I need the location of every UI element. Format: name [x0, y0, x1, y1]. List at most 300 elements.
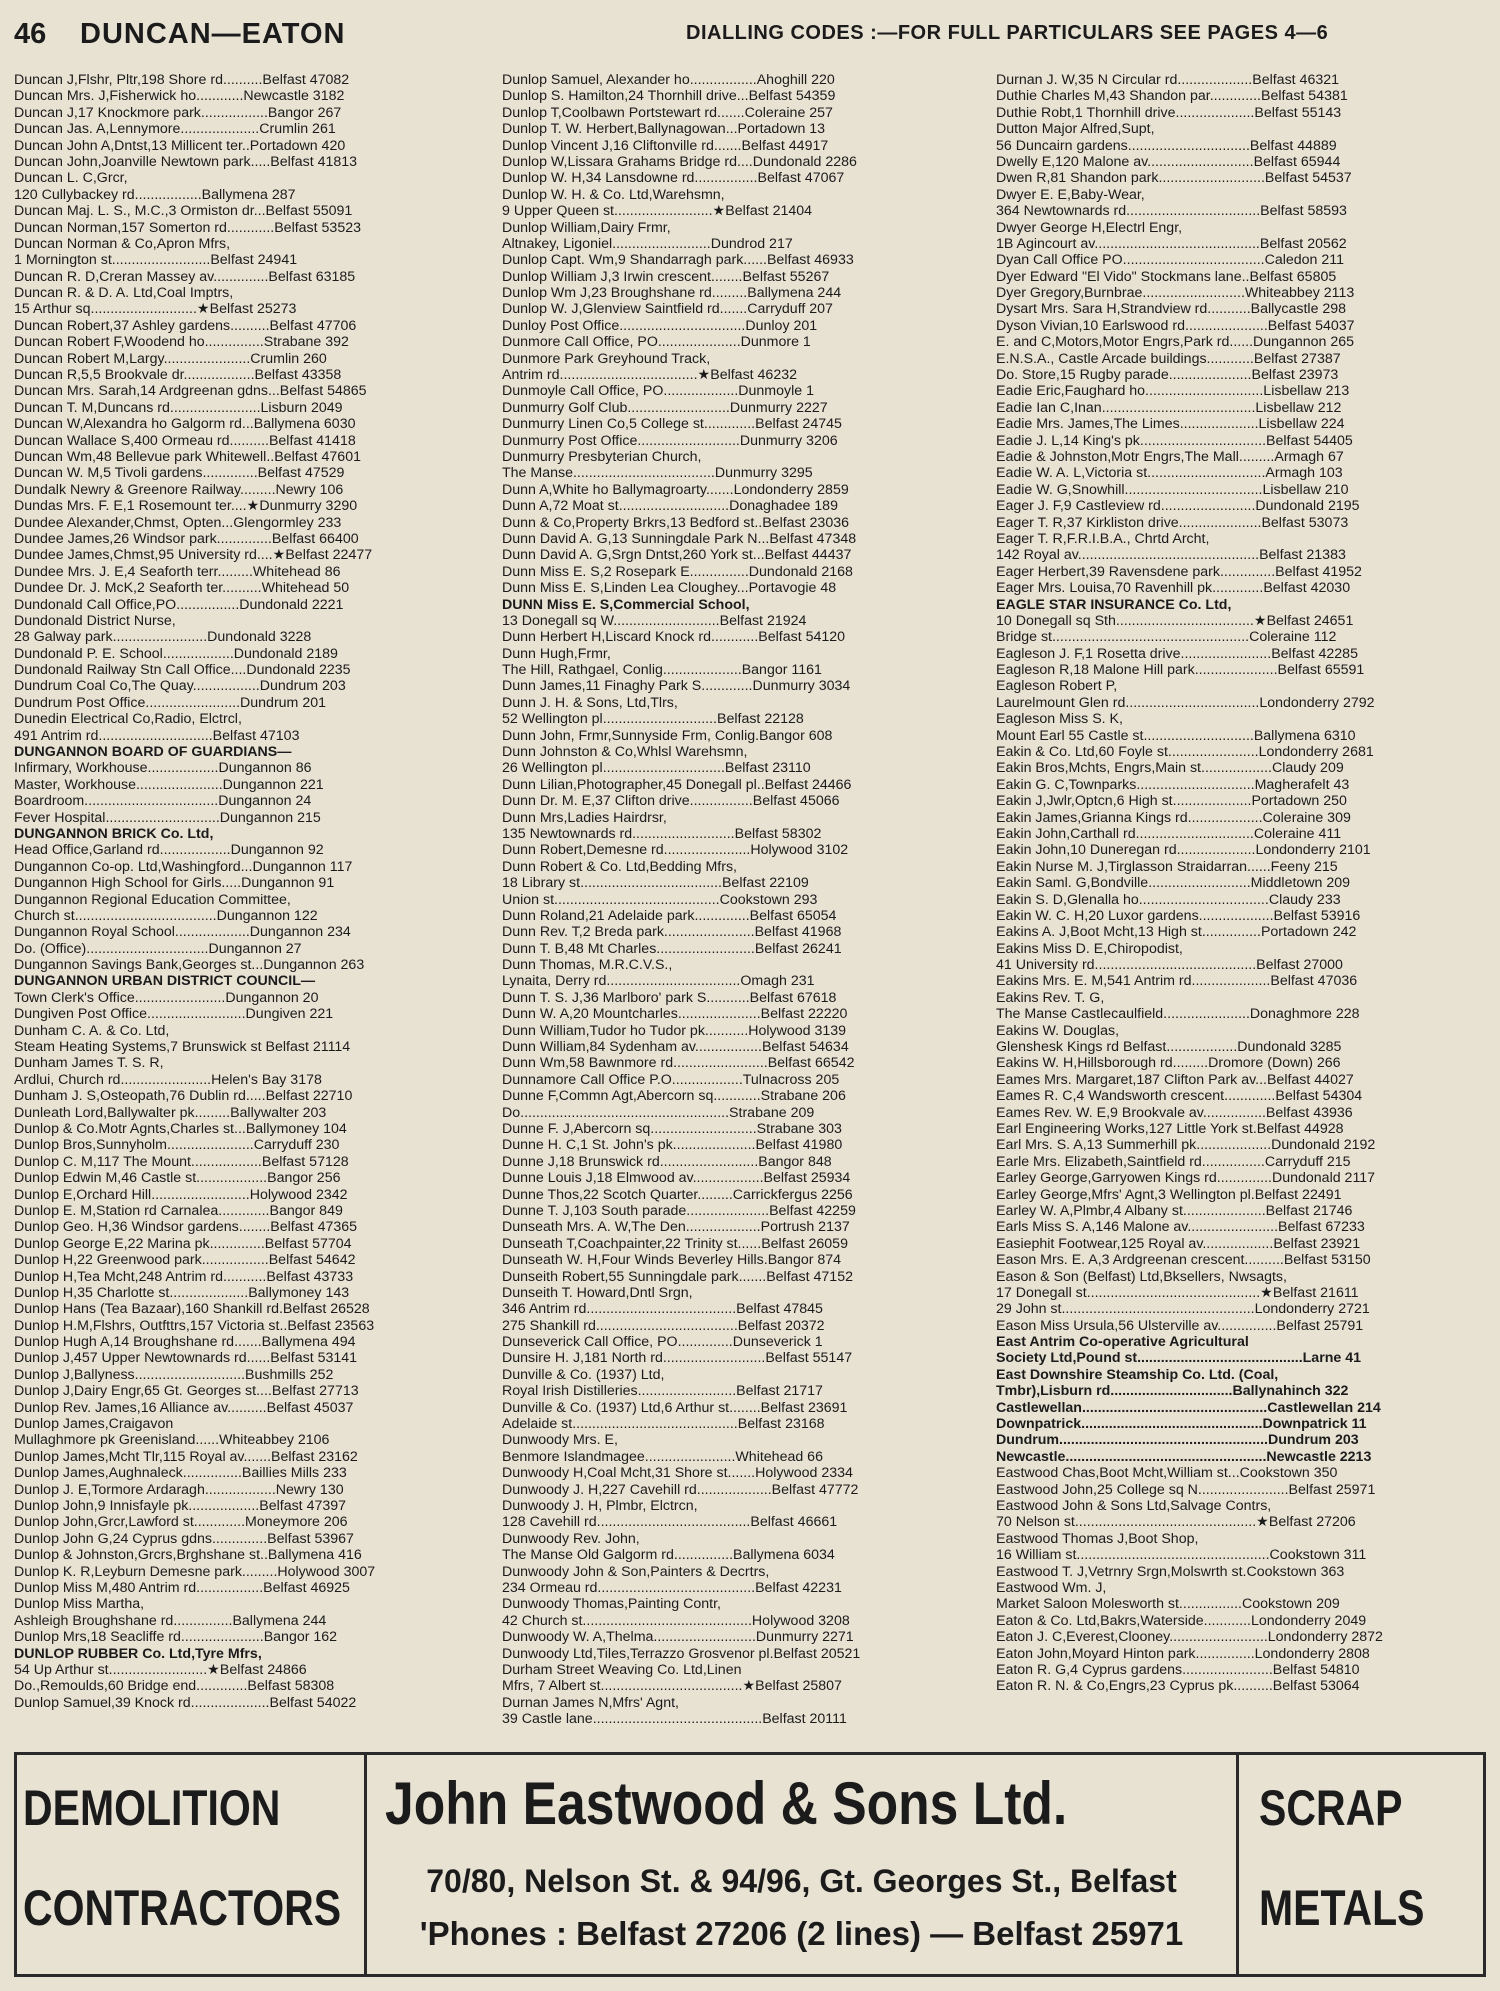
- listing-entry: Duncan Mrs. J,Fisherwick ho............Newcastle 3182: [14, 88, 345, 105]
- listing-entry: Dunlop Mrs,18 Seacliffe rd.....................Bangor 162: [14, 1629, 338, 1646]
- listing-entry: Duthie Robt,1 Thornhill drive....................Belfast 55143: [996, 104, 1342, 121]
- listing-entry: Boardroom..................................Dungannon 24: [14, 793, 312, 810]
- listing-entry: Dunmoyle Call Office, PO...................Dunmoyle 1: [502, 383, 814, 400]
- listing-entry: Dundee Dr. J. McK,2 Seaforth ter..........Whitehead 50: [14, 580, 350, 597]
- listing-entry: Dunn Thomas, M.R.C.V.S.,: [502, 957, 673, 974]
- listing-entry: Dundee Mrs. J. E,4 Seaforth terr.........Whitehead 86: [14, 563, 341, 580]
- listing-entry: Dunwoody J. H, Plmbr, Elctrcn,: [502, 1497, 698, 1514]
- listing-entry: Dunn Lilian,Photographer,45 Donegall pl..Belfast 24466: [502, 776, 852, 793]
- listing-entry: Eadie W. A. L,Victoria st..............................Armagh 103: [996, 465, 1343, 482]
- listing-entry: Dwelly E,120 Malone av...........................Belfast 65944: [996, 153, 1341, 170]
- listing-entry: Dunn Roland,21 Adelaide park..............Belfast 65054: [502, 907, 837, 924]
- listing-entry: Eaton J. C,Everest,Clooney.........................Londonderry 2872: [996, 1629, 1383, 1646]
- listing-entry: 70 Nelson st..............................................★Belfast 27206: [996, 1514, 1356, 1531]
- listing-entry: Dunlop T,Coolbawn Portstewart rd.......Coleraine 257: [502, 104, 833, 121]
- listing-entry: Altnakey, Ligoniel.........................Dundrod 217: [502, 235, 793, 252]
- listing-entry: Duncan Wallace S,400 Ormeau rd..........Belfast 41418: [14, 432, 356, 449]
- listing-entry: Dunmore Park Greyhound Track,: [502, 350, 711, 367]
- listing-entry: Dunlop S. Hamilton,24 Thornhill drive...Belfast 54359: [502, 88, 836, 105]
- listing-entry: 16 William st.................................................Cookstown 311: [996, 1547, 1367, 1564]
- listing-entry: 120 Cullybackey rd.................Ballymena 287: [14, 186, 296, 203]
- listing-entry: Dunwoody J. H,227 Cavehill rd...................Belfast 47772: [502, 1481, 859, 1498]
- listing-entry: Dwyer George H,Electrl Engr,: [996, 219, 1183, 236]
- listing-entry: Dunedin Electrical Co,Radio, Elctrcl,: [14, 711, 242, 728]
- listing-entry: Duncan Wm,48 Bellevue park Whitewell..Belfast 47601: [14, 448, 361, 465]
- listing-entry: 491 Antrim rd.............................Belfast 47103: [14, 727, 300, 744]
- listing-entry: Earley George,Garryowen Kings rd..............Dundonald 2117: [996, 1170, 1376, 1187]
- listing-entry: Dunlop C. M,117 The Mount..................Belfast 57128: [14, 1153, 349, 1170]
- listing-entry: Eakin Bros,Mchts, Engrs,Main st..................Claudy 209: [996, 760, 1344, 777]
- listing-entry: Eakin James,Grianna Kings rd...................Coleraine 309: [996, 809, 1351, 826]
- listing-entry: The Manse Old Galgorm rd...............Ballymena 6034: [502, 1547, 835, 1564]
- listing-entry: Eakins W. Douglas,: [996, 1022, 1120, 1039]
- listing-entry: Dungannon Regional Education Committee,: [14, 891, 291, 908]
- page-header: [14, 14, 1480, 62]
- listing-entry: Dunlop Edwin M,46 Castle st..................Bangor 256: [14, 1170, 341, 1187]
- advert-scrap: SCRAP: [1259, 1780, 1403, 1836]
- listing-entry: Dunlop E,Orchard Hill.........................Holywood 2342: [14, 1186, 348, 1203]
- listing-entry: Dunn A,White ho Ballymagroarty.......Londonderry 2859: [502, 481, 849, 498]
- listing-entry: Mount Earl 55 Castle st............................Ballymena 6310: [996, 727, 1356, 744]
- listing-entry: Dunseath W. H,Four Winds Beverley Hills.Bangor 874: [502, 1252, 842, 1269]
- listing-entry: 17 Donegall st............................................★Belfast 21611: [996, 1284, 1359, 1301]
- listing-entry: Town Clerk's Office.......................Dungannon 20: [14, 989, 319, 1006]
- listing-entry: Dundrum.....................................................Dundrum 203: [996, 1432, 1359, 1449]
- listing-entry: 41 University rd.........................................Belfast 27000: [996, 957, 1343, 974]
- listing-entry: 1 Mornington st.........................Belfast 24941: [14, 252, 298, 269]
- listing-entry: Dunlop & Johnston,Grcrs,Brghshane st..Ballymena 416: [14, 1547, 362, 1564]
- listing-entry: Duncan T. M,Duncans rd.......................Lisburn 2049: [14, 399, 343, 416]
- listing-entry: Duncan Jas. A,Lennymore....................Crumlin 261: [14, 121, 336, 138]
- listing-entry: Newcastle...................................................Newcastle 2213: [996, 1448, 1372, 1465]
- listing-entry: Eagleson Miss S. K,: [996, 711, 1123, 728]
- listing-entry: Dunn W. A,20 Mountcharles.....................Belfast 22220: [502, 1006, 848, 1023]
- listing-entry: Duncan Norman & Co,Apron Mfrs,: [14, 235, 231, 252]
- listing-entry: 15 Arthur sq...........................★Belfast 25273: [14, 301, 297, 318]
- listing-entry: Dyson Vivian,10 Earlswood rd.....................Belfast 54037: [996, 317, 1355, 334]
- listing-entry: Dunwoody John & Son,Painters & Decrtrs,: [502, 1563, 770, 1580]
- listing-entry: Dundrum Coal Co,The Quay.................Dundrum 203: [14, 678, 346, 695]
- listing-entry: Dunn Johnston & Co,Whlsl Warehsmn,: [502, 744, 748, 761]
- listing-entry: Dysart Mrs. Sara H,Strandview rd...........Ballycastle 298: [996, 301, 1347, 318]
- listing-entry: Dungannon Co-op. Ltd,Washingford...Dungannon 117: [14, 858, 353, 875]
- listing-entry: Dyan Call Office PO....................................Caledon 211: [996, 252, 1344, 269]
- listing-entry: Dunne F,Commn Agt,Abercorn sq............Strabane 206: [502, 1088, 846, 1105]
- listing-entry: Dunlop Bros,Sunnyholm......................Carryduff 230: [14, 1137, 340, 1154]
- listing-entry: Dunlop James,Mcht Tlr,115 Royal av.......Belfast 23162: [14, 1448, 358, 1465]
- listing-entry: Dunlop Miss Martha,: [14, 1596, 145, 1613]
- advert-metals: METALS: [1259, 1880, 1425, 1936]
- listing-entry: Head Office,Garland rd..................Dungannon 92: [14, 842, 324, 859]
- listing-entry: Dunseath T,Coachpainter,22 Trinity st......Belfast 26059: [502, 1235, 848, 1252]
- listing-entry: Dunn Robert & Co. Ltd,Bedding Mfrs,: [502, 858, 738, 875]
- listing-entry: Eakins Mrs. E. M,541 Antrim rd....................Belfast 47036: [996, 973, 1358, 990]
- listing-entry: Earley W. A,Plmbr,4 Albany st.....................Belfast 21746: [996, 1202, 1353, 1219]
- listing-entry: Eadie W. G,Snowhill...................................Lisbellaw 210: [996, 481, 1349, 498]
- listing-entry: Do.....................................................Strabane 209: [502, 1104, 815, 1121]
- listing-entry: Duncan Maj. L. S., M.C.,3 Ormiston dr...Belfast 55091: [14, 203, 353, 220]
- listing-entry: Dunham James T. S. R,: [14, 1055, 164, 1072]
- listing-entry: Eastwood Wm. J,: [996, 1579, 1107, 1596]
- listing-entry: Duncan Robert F,Woodend ho...............Strabane 392: [14, 334, 349, 351]
- listing-entry: Dunne F. J,Abercorn sq...........................Strabane 303: [502, 1121, 842, 1137]
- listing-entry: Dundonald Railway Stn Call Office....Dundonald 2235: [14, 662, 351, 679]
- advert-phones: 'Phones : Belfast 27206 (2 lines) — Belfast 25971: [419, 1915, 1184, 1952]
- listing-entry: Dunlop H,Tea Mcht,248 Antrim rd...........Belfast 43733: [14, 1268, 354, 1285]
- listing-entry: Dunlop W. H. & Co. Ltd,Warehsmn,: [502, 186, 725, 203]
- listing-entry: Glenshesk Kings rd Belfast..................Dundonald 3285: [996, 1039, 1342, 1056]
- listing-entry: The Manse Castlecaulfield......................Donaghmore 228: [996, 1006, 1360, 1023]
- listing-entry: Dunn Miss E. S,2 Rosepark E...............Dundonald 2168: [502, 563, 853, 580]
- listing-entry: Eakins Rev. T. G,: [996, 989, 1105, 1006]
- listing-entry: Duncan R. D,Creran Massey av..............Belfast 63185: [14, 268, 356, 285]
- listing-entry: Dunham C. A. & Co. Ltd,: [14, 1022, 170, 1039]
- listing-entry: Dungannon Royal School...................Dungannon 234: [14, 924, 351, 941]
- listing-entry: Durnan James N,Mfrs' Agnt,: [502, 1694, 679, 1711]
- listing-entry: The Hill, Rathgael, Conlig....................Bangor 1161: [502, 662, 822, 679]
- listing-entry: 346 Antrim rd......................................Belfast 47845: [502, 1301, 823, 1318]
- listing-entry: Duncan Norman,157 Somerton rd............Belfast 53523: [14, 219, 361, 236]
- listing-entry: Durnan J. W,35 N Circular rd...................Belfast 46321: [996, 72, 1340, 88]
- listing-entry: DUNN Miss E. S,Commercial School,: [502, 596, 750, 613]
- listing-entry: Dunlop Samuel,39 Knock rd....................Belfast 54022: [14, 1694, 357, 1711]
- listing-entry: Dunville & Co. (1937) Ltd,: [502, 1366, 665, 1383]
- listing-entry: 128 Cavehill rd.......................................Belfast 46661: [502, 1514, 838, 1531]
- listing-entry: Dunnamore Call Office P.O..................Tulnacross 205: [502, 1071, 840, 1088]
- listing-entry: Dunlop John,Grcr,Lawford st.............Moneymore 206: [14, 1514, 348, 1531]
- listing-entry: Eastwood John,25 College sq N.......................Belfast 25971: [996, 1481, 1376, 1498]
- listing-entry: Dunseith T. Howard,Dntl Srgn,: [502, 1284, 693, 1301]
- listing-entry: Dunn & Co,Property Brkrs,13 Bedford st..Belfast 23036: [502, 514, 849, 531]
- listing-entry: Dunlop Hans (Tea Bazaar),160 Shankill rd.Belfast 26528: [14, 1301, 370, 1318]
- listing-entry: Eakin W. C. H,20 Luxor gardens...................Belfast 53916: [996, 907, 1361, 924]
- listing-entry: Earle Mrs. Elizabeth,Saintfield rd................Carryduff 215: [996, 1153, 1351, 1170]
- listing-entry: Dunlop John,9 Innisfayle pk..................Belfast 47397: [14, 1497, 347, 1514]
- listing-entry: Eadie Eric,Faughard ho..............................Lisbellaw 213: [996, 383, 1350, 400]
- listing-entry: Dunlop Vincent J,16 Cliftonville rd.......Belfast 44917: [502, 137, 829, 154]
- listing-entry: Eames R. C,4 Wandsworth crescent.............Belfast 54304: [996, 1088, 1363, 1105]
- listing-entry: Dungiven Post Office.........................Dungiven 221: [14, 1006, 334, 1023]
- listing-entry: Infirmary, Workhouse..................Dungannon 86: [14, 760, 312, 777]
- listing-entry: Dunlop J,457 Upper Newtownards rd......Belfast 53141: [14, 1350, 358, 1367]
- listing-entry: Downpatrick..............................................Downpatrick 11: [996, 1416, 1367, 1433]
- listing-entry: Duncan Mrs. Sarah,14 Ardgreenan gdns...Belfast 54865: [14, 383, 367, 400]
- listing-entry: East Downshire Steamship Co. Ltd. (Coal,: [996, 1366, 1279, 1383]
- listing-entry: Dundas Mrs. F. E,1 Rosemount ter....★Dunmurry 3290: [14, 498, 358, 515]
- listing-entry: Dunlop Samuel, Alexander ho.................Ahoghill 220: [502, 72, 835, 88]
- listing-entry: 275 Shankill rd....................................Belfast 20372: [502, 1317, 825, 1334]
- listing-entry: 39 Castle lane...........................................Belfast 20111: [502, 1711, 847, 1728]
- listing-entry: Dungannon High School for Girls.....Dungannon 91: [14, 875, 335, 892]
- listing-entry: Dunn Dr. M. E,37 Clifton drive................Belfast 45066: [502, 793, 840, 810]
- listing-entry: Dunn Wm,58 Bawnmore rd........................Belfast 66542: [502, 1055, 855, 1072]
- listing-entry: Dunn Herbert H,Liscard Knock rd............Belfast 54120: [502, 629, 846, 646]
- listing-entry: Eagleson J. F,1 Rosetta drive.......................Belfast 42285: [996, 645, 1358, 662]
- listing-entry: Dundonald District Nurse,: [14, 612, 176, 629]
- listing-entry: Fever Hospital.............................Dungannon 215: [14, 809, 321, 826]
- listing-entry: 234 Ormeau rd........................................Belfast 42231: [502, 1579, 842, 1596]
- listing-entry: DUNGANNON URBAN DISTRICT COUNCIL—: [14, 973, 316, 990]
- listing-entry: Duncan J,17 Knockmore park.................Bangor 267: [14, 104, 342, 121]
- listing-entry: Dunn William,84 Sydenham av.................Belfast 54634: [502, 1039, 849, 1056]
- listing-entry: Society Ltd,Pound st..........................................Larne 41: [996, 1350, 1362, 1367]
- page-title: DUNCAN—EATON: [80, 18, 346, 50]
- listing-entry: Dunville & Co. (1937) Ltd,6 Arthur st........Belfast 23691: [502, 1399, 848, 1416]
- listing-entry: EAGLE STAR INSURANCE Co. Ltd,: [996, 596, 1232, 613]
- listing-entry: Duncan J,Flshr, Pltr,198 Shore rd..........Belfast 47082: [14, 72, 350, 88]
- listing-entry: Dunleath Lord,Ballywalter pk.........Ballywalter 203: [14, 1104, 327, 1121]
- listing-entry: Church st....................................Dungannon 122: [14, 907, 318, 924]
- listing-entry: Dunlop William,Dairy Frmr,: [502, 219, 671, 236]
- listing-entry: Dunwoody Rev. John,: [502, 1530, 640, 1547]
- listing-entry: Dunlop Capt. Wm,9 Shandarragh park......Belfast 46933: [502, 252, 854, 269]
- listing-entry: Dunne Thos,22 Scotch Quarter.........Carrickfergus 2256: [502, 1186, 853, 1203]
- listing-entry: Do. Store,15 Rugby parade.....................Belfast 23973: [996, 367, 1339, 384]
- listing-entry: DUNGANNON BRICK Co. Ltd,: [14, 825, 214, 842]
- listing-entry: Dunn Miss E. S,Linden Lea Cloughey...Portavogie 48: [502, 580, 837, 597]
- listing-entry: Eakin J,Jwlr,Optcn,6 High st....................Portadown 250: [996, 793, 1347, 810]
- listing-entry: Eadie J. L,14 King's pk................................Belfast 54405: [996, 432, 1353, 449]
- listing-entry: Dunmore Call Office, PO.....................Dunmore 1: [502, 334, 811, 351]
- listing-entry: E.N.S.A., Castle Arcade buildings............Belfast 27387: [996, 350, 1341, 367]
- listing-entry: E. and C,Motors,Motor Engrs,Park rd......Dungannon 265: [996, 334, 1355, 351]
- listing-entry: Dundonald Call Office,PO................Dundonald 2221: [14, 596, 344, 613]
- listing-entry: Eames Mrs. Margaret,187 Clifton Park av...Belfast 44027: [996, 1071, 1354, 1088]
- listing-entry: DUNGANNON BOARD OF GUARDIANS—: [14, 744, 292, 761]
- listing-entry: 56 Duncairn gardens...............................Belfast 44889: [996, 137, 1337, 154]
- listing-entry: Dunne Louis J,18 Elmwood av..................Belfast 25934: [502, 1170, 851, 1187]
- listing-entry: Dunlop H,35 Charlotte st....................Ballymoney 143: [14, 1284, 350, 1301]
- listing-entry: 26 Wellington pl...............................Belfast 23110: [502, 760, 811, 777]
- listing-entry: Duncan R. & D. A. Ltd,Coal Imptrs,: [14, 285, 234, 302]
- listing-entry: Dunlop W. H,34 Lansdowne rd................Belfast 47067: [502, 170, 845, 187]
- listing-entry: Dundonald P. E. School..................Dundonald 2189: [14, 645, 338, 662]
- listing-entry: 13 Donegall sq W...........................Belfast 21924: [502, 612, 807, 629]
- advert-firm-name: John Eastwood & Sons Ltd.: [385, 1770, 1068, 1837]
- listing-entry: Market Saloon Molesworth st................Cookstown 209: [996, 1596, 1340, 1613]
- listing-entry: Steam Heating Systems,7 Brunswick st Belfast 21114: [14, 1039, 351, 1056]
- listing-entry: Dunlop George E,22 Marina pk..............Belfast 57704: [14, 1235, 352, 1252]
- listing-entry: Eagleson Robert P,: [996, 678, 1118, 695]
- listing-entry: Dunwoody W. A,Thelma..........................Dunmurry 2271: [502, 1629, 854, 1646]
- listing-column-2: [502, 72, 980, 1742]
- page-number: 46: [14, 18, 47, 50]
- listing-entry: Dunlop James,Aughnaleck...............Baillies Mills 233: [14, 1465, 347, 1482]
- listing-entry: Dunn Robert,Demesne rd......................Holywood 3102: [502, 842, 849, 859]
- listing-entry: Union st..........................................Cookstown 293: [502, 891, 818, 908]
- listing-entry: Eadie Ian C,Inan.......................................Lisbellaw 212: [996, 399, 1342, 416]
- listing-entry: Duncan L. C,Grcr,: [14, 170, 128, 187]
- listing-entry: Dunn William,Tudor ho Tudor pk...........Holywood 3139: [502, 1022, 847, 1039]
- listing-entry: Mullaghmore pk Greenisland......Whiteabbey 2106: [14, 1432, 330, 1449]
- listing-entry: Dunlop T. W. Herbert,Ballynagowan...Portadown 13: [502, 121, 826, 138]
- listing-entry: Eager T. R,F.R.I.B.A., Chrtd Archt,: [996, 530, 1210, 547]
- listing-entry: Easiephit Footwear,125 Royal av..................Belfast 23921: [996, 1235, 1361, 1252]
- listing-entry: Duncan R,5,5 Brookvale dr..................Belfast 43358: [14, 367, 342, 384]
- listing-entry: Dunwoody Thomas,Painting Contr,: [502, 1596, 721, 1613]
- listing-entry: Dunn J. H. & Sons, Ltd,Tlrs,: [502, 694, 678, 711]
- listing-entry: Dundee James,26 Windsor park..............Belfast 66400: [14, 530, 359, 547]
- listing-entry: 54 Up Arthur st.........................★Belfast 24866: [14, 1661, 307, 1678]
- listing-entry: Eakin Saml. G,Bondville..........................Middletown 209: [996, 875, 1351, 892]
- listing-entry: Dunlop John G,24 Cyprus gdns..............Belfast 53967: [14, 1530, 354, 1547]
- listing-entry: Dunlop Geo. H,36 Windsor gardens........Belfast 47365: [14, 1219, 358, 1236]
- listing-entry: Dunn T. B,48 Mt Charles.........................Belfast 26241: [502, 940, 842, 957]
- listing-entry: Eager T. R,37 Kirkliston drive.....................Belfast 53073: [996, 514, 1349, 531]
- listing-entry: Dunlop E. M,Station rd Carnalea.............Bangor 849: [14, 1202, 343, 1219]
- listing-entry: Dunlop H,22 Greenwood park.................Belfast 54642: [14, 1252, 356, 1269]
- listing-entry: Eason & Son (Belfast) Ltd,Bksellers, Nwsagts,: [996, 1268, 1287, 1285]
- listing-columns: [14, 72, 1484, 1742]
- listing-entry: Eakin S. D,Glenalla ho.................................Claudy 233: [996, 891, 1341, 908]
- listing-entry: 42 Church st...........................................Holywood 3208: [502, 1612, 850, 1629]
- listing-entry: Dunseverick Call Office, PO..............Dunseverick 1: [502, 1334, 823, 1351]
- listing-entry: Dundee James,Chmst,95 University rd....★Belfast 22477: [14, 547, 373, 564]
- listing-entry: 10 Donegall sq Sth...................................★Belfast 24651: [996, 612, 1354, 629]
- listing-entry: Dunlop Hugh A,14 Broughshane rd.......Ballymena 494: [14, 1334, 356, 1351]
- listing-entry: Castlewellan...............................................Castlewellan 214: [996, 1399, 1381, 1416]
- listing-entry: Dunmurry Presbyterian Church,: [502, 448, 702, 465]
- listing-entry: Eakin John,10 Duneregan rd....................Londonderry 2101: [996, 842, 1371, 859]
- listing-entry: Eason Miss Ursula,56 Ulsterville av...............Belfast 25791: [996, 1317, 1364, 1334]
- listing-entry: Dunlop Miss M,480 Antrim rd.................Belfast 46925: [14, 1579, 350, 1596]
- listing-entry: Eager J. F,9 Castleview rd........................Dundonald 2195: [996, 498, 1360, 515]
- listing-entry: Dyer Edward "El Vido" Stockmans lane..Belfast 65805: [996, 268, 1337, 285]
- listing-entry: Eakins W. H,Hillsborough rd.........Dromore (Down) 266: [996, 1055, 1341, 1072]
- listing-entry: Dunn James,11 Finaghy Park S.............Dunmurry 3034: [502, 678, 851, 695]
- listing-entry: Eakin G. C,Townparks..............................Magherafelt 43: [996, 776, 1350, 793]
- listing-entry: Tmbr),Lisburn rd...............................Ballynahinch 322: [996, 1383, 1349, 1400]
- listing-entry: Dunn T. S. J,36 Marlboro' park S...........Belfast 67618: [502, 989, 837, 1006]
- listing-entry: Eakin John,Carthall rd..............................Coleraine 411: [996, 825, 1342, 842]
- listing-entry: Dunsire H. J,181 North rd..........................Belfast 55147: [502, 1350, 853, 1367]
- listing-column-3: [996, 72, 1484, 1742]
- listing-entry: Master, Workhouse......................Dungannon 221: [14, 776, 324, 793]
- listing-entry: Dunmurry Linen Co,5 College st.............Belfast 24745: [502, 416, 842, 433]
- listing-entry: East Antrim Co-operative Agricultural: [996, 1334, 1249, 1351]
- listing-entry: Dunne T. J,103 South parade.....................Belfast 42259: [502, 1202, 856, 1219]
- listing-entry: Eastwood Chas,Boot Mcht,William st...Cookstown 350: [996, 1465, 1338, 1482]
- listing-entry: Eaton R. G,4 Cyprus gardens.......................Belfast 54810: [996, 1661, 1360, 1678]
- listing-entry: Duncan John A,Dntst,13 Millicent ter..Portadown 420: [14, 137, 346, 154]
- listing-entry: Laurelmount Glen rd..................................Londonderry 2792: [996, 694, 1375, 711]
- listing-entry: Dunwoody Ltd,Tiles,Terrazzo Grosvenor pl.Belfast 20521: [502, 1645, 861, 1662]
- listing-entry: Dundalk Newry & Greenore Railway.........Newry 106: [14, 481, 344, 498]
- listing-entry: Dunlop William J,3 Irwin crescent........Belfast 55267: [502, 268, 830, 285]
- listing-entry: 28 Galway park........................Dundonald 3228: [14, 629, 312, 646]
- listing-entry: Do.,Remoulds,60 Bridge end.............Belfast 58308: [14, 1678, 335, 1695]
- listing-entry: Dunlop J. E,Tormore Ardaragh..................Newry 130: [14, 1481, 344, 1498]
- listing-entry: Eakins A. J,Boot Mcht,13 High st...............Portadown 242: [996, 924, 1357, 941]
- listing-entry: Royal Irish Distilleries.........................Belfast 21717: [502, 1383, 823, 1400]
- listing-entry: Eastwood Thomas J,Boot Shop,: [996, 1530, 1199, 1547]
- listing-entry: 9 Upper Queen st.........................★Belfast 21404: [502, 203, 813, 220]
- listing-entry: Dunlop W,Lissara Grahams Bridge rd....Dundonald 2286: [502, 153, 857, 170]
- listing-entry: Eager Herbert,39 Ravensdene park..............Belfast 41952: [996, 563, 1362, 580]
- listing-entry: Dunseath Mrs. A. W,The Den...................Portrush 2137: [502, 1219, 850, 1236]
- listing-entry: Dunwoody H,Coal Mcht,31 Shore st.......Holywood 2334: [502, 1465, 853, 1482]
- listing-entry: 142 Royal av..............................................Belfast 21383: [996, 547, 1346, 564]
- listing-entry: Dwen R,81 Shandon park...........................Belfast 54537: [996, 170, 1352, 187]
- listing-entry: Dunlop K. R,Leyburn Demesne park.........Holywood 3007: [14, 1563, 376, 1580]
- listing-entry: Eakin & Co. Ltd,60 Foyle st.......................Londonderry 2681: [996, 744, 1374, 761]
- listing-entry: Dunmurry Post Office..........................Dunmurry 3206: [502, 432, 838, 449]
- listing-entry: Dunloy Post Office................................Dunloy 201: [502, 317, 818, 334]
- listing-entry: Dunlop W. J,Glenview Saintfield rd.......Carryduff 207: [502, 301, 833, 318]
- listing-entry: 18 Library st....................................Belfast 22109: [502, 875, 809, 892]
- listing-entry: 135 Newtownards rd..........................Belfast 58302: [502, 825, 822, 842]
- listing-entry: Duncan John,Joanville Newtown park.....Belfast 41813: [14, 153, 358, 170]
- listing-entry: Dunn Mrs,Ladies Hairdrsr,: [502, 809, 667, 826]
- listing-entry: Durham Street Weaving Co. Ltd,Linen: [502, 1661, 742, 1678]
- listing-entry: Dutton Major Alfred,Supt,: [996, 121, 1155, 138]
- listing-entry: Mfrs, 7 Albert st....................................★Belfast 25807: [502, 1678, 842, 1695]
- listing-entry: Duncan W,Alexandra ho Galgorm rd...Ballymena 6030: [14, 416, 356, 433]
- listing-entry: Duncan Robert,37 Ashley gardens..........Belfast 47706: [14, 317, 357, 334]
- advert-right-panel: [1236, 1755, 1483, 1974]
- listing-entry: Duncan Robert M,Largy......................Crumlin 260: [14, 350, 327, 367]
- listing-entry: Dwyer E. E,Baby-Wear,: [996, 186, 1145, 203]
- listing-entry: Dunn David A. G,13 Sunningdale Park N...Belfast 47348: [502, 530, 857, 547]
- listing-entry: Dunn Rev. T,2 Breda park.......................Belfast 41968: [502, 924, 842, 941]
- listing-entry: Eaton & Co. Ltd,Bakrs,Waterside............Londonderry 2049: [996, 1612, 1367, 1629]
- listing-entry: Earl Engineering Works,127 Little York st.Belfast 44928: [996, 1121, 1344, 1137]
- listing-entry: Ashleigh Broughshane rd...............Ballymena 244: [14, 1612, 327, 1629]
- listing-entry: Eastwood T. J,Vetrnry Srgn,Molswrth st.Cookstown 363: [996, 1563, 1345, 1580]
- listing-entry: Eames Rev. W. E,9 Brookvale av................Belfast 43936: [996, 1104, 1353, 1121]
- listing-entry: Duncan W. M,5 Tivoli gardens..............Belfast 47529: [14, 465, 345, 482]
- dialling-codes-note: DIALLING CODES :—FOR FULL PARTICULARS SEE PAGES 4—6: [686, 22, 1329, 44]
- listing-entry: Dunlop Wm J,23 Broughshane rd.........Ballymena 244: [502, 285, 842, 302]
- listing-entry: Eadie & Johnston,Motr Engrs,The Mall.........Armagh 67: [996, 448, 1344, 465]
- listing-entry: Eastwood John & Sons Ltd,Salvage Contrs,: [996, 1497, 1272, 1514]
- listing-entry: Earl Mrs. S. A,13 Summerhill pk...................Dundonald 2192: [996, 1137, 1376, 1154]
- listing-entry: Dundee Alexander,Chmst, Opten...Glengormley 233: [14, 514, 342, 531]
- listing-entry: Dunn A,72 Moat st............................Donaghadee 189: [502, 498, 838, 515]
- listing-entry: Eason Mrs. E. A,3 Ardgreenan crescent..........Belfast 53150: [996, 1252, 1371, 1269]
- listing-entry: Dungannon Savings Bank,Georges st...Dungannon 263: [14, 957, 365, 974]
- listing-entry: Eager Mrs. Louisa,70 Ravenhill pk.............Belfast 42030: [996, 580, 1351, 597]
- listing-entry: Dunwoody Mrs. E,: [502, 1432, 618, 1449]
- listing-entry: Earley George,Mfrs' Agnt,3 Wellington pl.Belfast 22491: [996, 1186, 1342, 1203]
- listing-entry: Eakin Nurse M. J,Tirglasson Straidarran......Feeny 215: [996, 858, 1338, 875]
- listing-entry: Earls Miss S. A,146 Malone av.......................Belfast 67233: [996, 1219, 1365, 1236]
- listing-entry: Eakins Miss D. E,Chiropodist,: [996, 940, 1183, 957]
- listing-entry: Ardlui, Church rd.......................Helen's Bay 3178: [14, 1071, 322, 1088]
- listing-entry: Eadie Mrs. James,The Limes....................Lisbellaw 224: [996, 416, 1345, 433]
- listing-entry: Dunlop J,Dairy Engr,65 Gt. Georges st....Belfast 27713: [14, 1383, 359, 1400]
- listing-entry: 1B Agincourt av..........................................Belfast 20562: [996, 235, 1347, 252]
- listing-entry: Eagleson R,18 Malone Hill park.....................Belfast 65591: [996, 662, 1365, 679]
- advert-left-panel: [17, 1755, 367, 1974]
- listing-entry: Dunlop J,Ballyness............................Bushmills 252: [14, 1366, 334, 1383]
- listing-entry: 29 John st.................................................Londonderry 2721: [996, 1301, 1370, 1318]
- listing-entry: Dunn David A. G,Srgn Dntst,260 York st...Belfast 44437: [502, 547, 852, 564]
- eastwood-advert: [14, 1752, 1486, 1977]
- listing-entry: Bridge st..................................................Coleraine 112: [996, 629, 1337, 646]
- listing-entry: Do. (Office)...............................Dungannon 27: [14, 940, 302, 957]
- listing-entry: DUNLOP RUBBER Co. Ltd,Tyre Mfrs,: [14, 1645, 262, 1662]
- listing-entry: Dunham J. S,Osteopath,76 Dublin rd.....Belfast 22710: [14, 1088, 353, 1105]
- listing-entry: Dunn Hugh,Frmr,: [502, 645, 611, 662]
- listing-entry: Duthie Charles M,43 Shandon par.............Belfast 54381: [996, 88, 1348, 105]
- listing-entry: Lynaita, Derry rd..................................Omagh 231: [502, 973, 815, 990]
- listing-entry: Benmore Islandmagee.......................Whitehead 66: [502, 1448, 823, 1465]
- advert-demolition: DEMOLITION: [23, 1780, 281, 1836]
- listing-entry: 364 Newtownards rd..................................Belfast 58593: [996, 203, 1347, 220]
- listing-entry: Dunmurry Golf Club..........................Dunmurry 2227: [502, 399, 828, 416]
- advert-center-panel: [367, 1755, 1236, 1974]
